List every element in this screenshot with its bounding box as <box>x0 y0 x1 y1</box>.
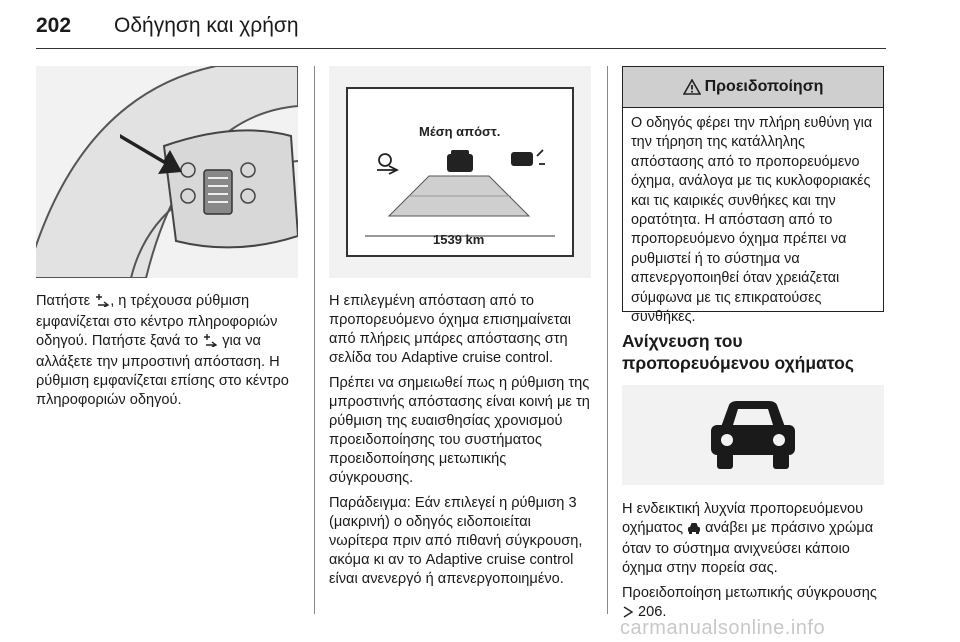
vehicle-ahead-icon <box>687 521 701 540</box>
steering-wheel-figure <box>36 66 298 278</box>
steering-wheel-icon <box>36 66 298 278</box>
warning-body: Ο οδηγός φέρει την πλήρη ευθύνη για την τήρηση της κατάλληλης απόστασης από το προπορευόμενο όχημα, ανάλογα με τις κυκλοφοριακές και τις καιρικές συνθήκες και την ορατότητα. Η απόσταση από το προπορευόμενο όχημα πρέπει να ρυθμιστεί ή το σύστημα να απενεργοποιηθεί όταν χρειάζεται σύμφωνα με τις επικρατούσες συνθήκες. <box>631 115 873 326</box>
page-header <box>36 8 886 48</box>
vehicle-ahead-icon <box>703 397 803 473</box>
page-number: 202 <box>36 14 72 37</box>
distance-button-icon <box>94 293 110 313</box>
left-paragraph-1: Πατήστε , η τρέχουσα ρύθμιση εμφανίζεται στο κέντρο πληροφοριών οδηγού. Πατήστε ξανά το για να αλλάξετε την μπροστινή απόσταση. Η ρύθμιση εμφανίζεται επίσης στο κέντρο πληροφοριών οδηγού. <box>36 293 289 408</box>
vehicle-ahead-indicator-figure <box>622 385 884 485</box>
distance-button-icon <box>202 333 218 353</box>
mid-paragraph-2: Πρέπει να σημειωθεί πως η ρύθμιση της μπροστινής απόστασης είναι κοινή με τη ρύθμιση της ευαισθησίας χρονισμού προειδοποίησης του συστήματος προειδοποίησης μετωπικής σύγκρουσης. <box>329 375 590 486</box>
warning-header <box>623 67 883 108</box>
middle-column-text <box>329 292 593 595</box>
right-paragraph-1: Η ενδεικτική λυχνία προπορευόμενου οχήματος ανάβει με πράσινο χρώμα όταν το σύστημα ανιχνεύσει κάποιο όχημα στην πορεία σας. <box>622 501 874 576</box>
footer-watermark: carmanualsonline.info <box>620 617 826 639</box>
display-label: Μέση απόστ. <box>419 124 501 139</box>
driver-info-display-figure <box>329 66 591 278</box>
odometer-readout: 1539 km <box>433 232 485 247</box>
column-divider-1 <box>314 66 315 614</box>
mid-paragraph-3: Παράδειγμα: Εάν επιλεγεί η ρύθμιση 3 (μακρινή) ο οδηγός ειδοποιείται νωρίτερα πριν από πιθανή σύγκρουση, ακόμα κι αν το Adaptive cruise control είναι ανενεργό ή απενεργοποιημένο. <box>329 495 583 587</box>
left-column-text <box>36 292 298 416</box>
section-heading: Ανίχνευση του προπορευόμενου οχήματος <box>622 331 854 373</box>
mid-paragraph-1: Η επιλεγμένη απόσταση από το προπορευόμενο όχημα επισημαίνεται από πλήρεις μπάρες απόστασης στη σελίδα του Adaptive cruise control. <box>329 293 572 366</box>
right-paragraph-2: Προειδοποίηση μετωπικής σύγκρουσης 206. <box>622 584 888 624</box>
right-column-text <box>622 500 888 630</box>
warning-title: Προειδοποίηση <box>704 78 824 95</box>
warning-triangle-icon <box>683 79 701 95</box>
header-rule <box>36 48 886 49</box>
column-divider-2 <box>607 66 608 614</box>
page-title: Οδήγηση και χρήση <box>114 14 299 37</box>
warning-box <box>622 66 884 326</box>
